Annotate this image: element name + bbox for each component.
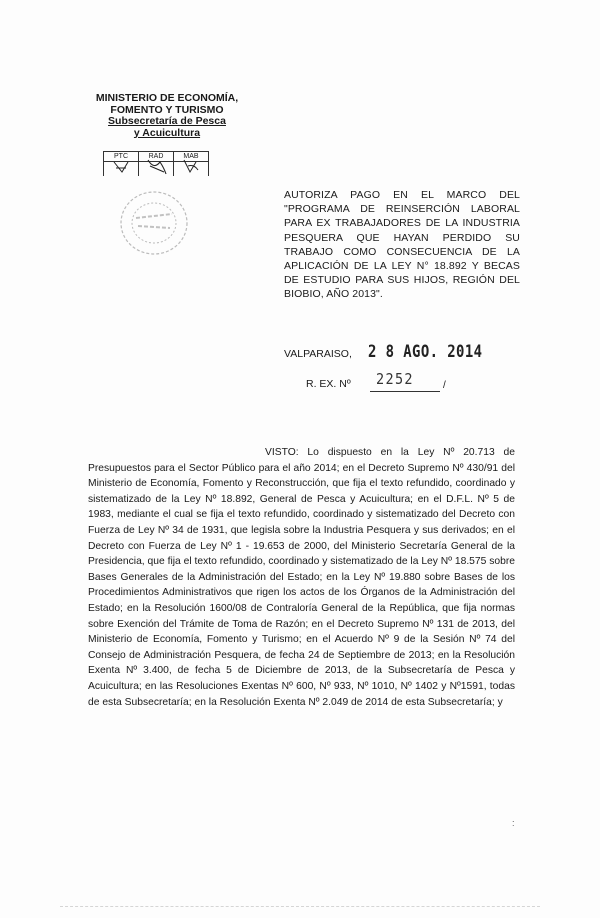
visto-label: VISTO: <box>265 447 299 458</box>
visto-paragraph <box>88 445 515 710</box>
initials-handwritten-marks <box>100 158 220 188</box>
resolution-number-value: 2252 <box>376 370 414 388</box>
scan-mark: : <box>512 818 515 828</box>
resolution-number-suffix: / <box>443 380 446 391</box>
date-stamp: 2 8 AGO. 2014 <box>368 342 483 362</box>
resolution-title: AUTORIZA PAGO EN EL MARCO DEL "PROGRAMA DE REINSERCIÓN LABORAL PARA EX TRABAJADORES DE LA INDUSTRIA PESQUERA QUE HAYAN PERDIDO SU TRABAJO COMO CONSECUENCIA DE LA APLICACIÓN DE LA LEY N° 18.892 Y BECAS DE ESTUDIO PARA SUS HIJOS, REGIÓN DEL BIOBIO, AÑO 2013". <box>284 189 520 301</box>
place-label: VALPARAISO, <box>284 348 352 360</box>
stamp-col-rad: RAD <box>139 152 174 162</box>
resolution-number-label: R. EX. Nº <box>306 378 351 390</box>
visto-text: Lo dispuesto en la Ley Nº 20.713 de Presupuestos para el Sector Público para el año 2014; en el Decreto Supremo Nº 430/91 del Ministerio de Economía, Fomento y Reconstrucción, que fija el texto refundido, coordinado y sistematizado de la Ley Nº 18.892, General de Pesca y Acuicultura; en el D.F.L. Nº 5 de 1983, mediante el cual se fija el texto refundido, coordinado y sistematizado del Decreto con Fuerza de Ley Nº 34 de 1931, que legisla sobre la Industria Pesquera y sus derivados; en el Decreto con Fuerza de Ley Nº 1 - 19.653 de 2000, del Ministerio Secretaría General de la Presidencia, que fija el texto refundido, coordinado y sistematizado de la Ley Nº 18.575 sobre Bases Generales de la Administración del Estado; en la Ley Nº 19.880 sobre Bases de los Procedimientos Administrativos que rigen los actos de los Órganos de la Administración del Estado; en la Resolución 1600/08 de Contraloría General de la República, que fija normas sobre Exención del Trámite de Toma de Razón; en el Decreto Supremo Nº 131 de 2013, del Ministerio de Economía, Fomento y Turismo; en el Acuerdo Nº 9 de la Sesión Nº 74 del Consejo de Administración Pesquera, de fecha 24 de Septiembre de 2013; en la Resolución Exenta Nº 3.400, de fecha 5 de Diciembre de 2013, de la Subsecretaría de Pesca y Acuicultura; en las Resoluciones Exentas Nº 600, Nº 933, Nº 1010, Nº 1402 y Nº1591, todas de esta Subsecretaría; en la Resolución Exenta Nº 2.049 de 2014 de esta Subsecretaría; y <box>88 447 515 708</box>
ministry-header <box>82 93 252 139</box>
subsecretaria-line-1: Subsecretaría de Pesca <box>108 115 226 127</box>
stamp-col-mab: MAB <box>174 152 209 162</box>
resolution-number-underline <box>370 391 440 392</box>
scan-footer-artifact <box>60 906 540 909</box>
resolution-number <box>306 370 446 394</box>
ministry-line-2: FOMENTO Y TURISMO <box>110 103 224 116</box>
official-seal-stamp <box>118 188 190 258</box>
subsecretaria-line-2: y Acuicultura <box>133 126 201 139</box>
ministry-line-1: MINISTERIO DE ECONOMÍA, <box>95 92 239 104</box>
stamp-col-ptc: PTC <box>104 152 139 162</box>
place-and-date <box>284 342 524 364</box>
